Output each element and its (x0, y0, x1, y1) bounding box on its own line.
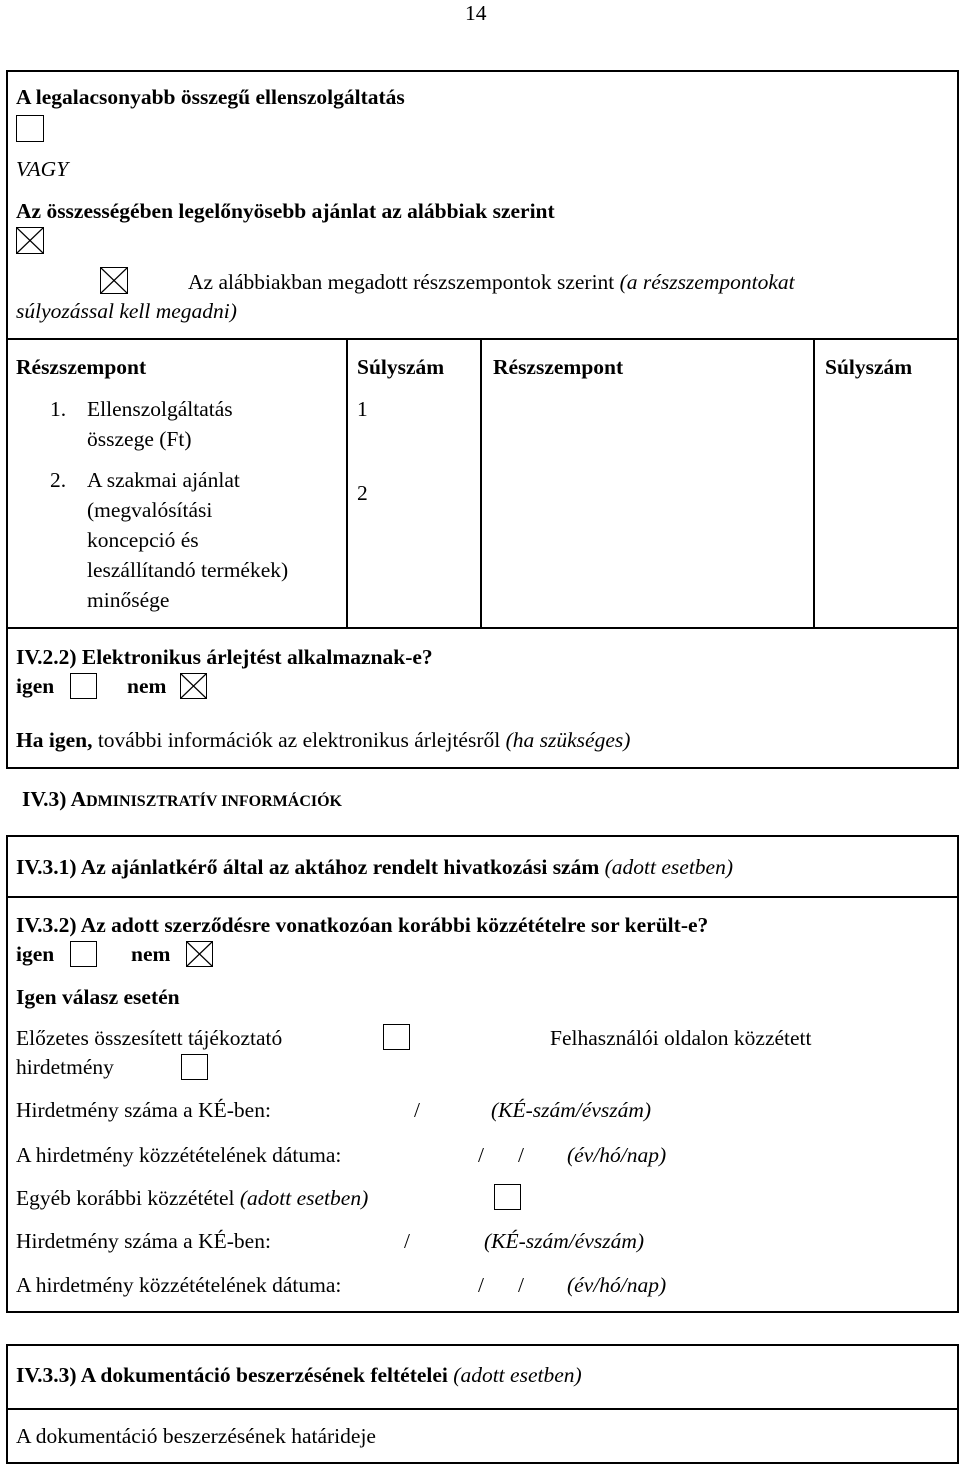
notice-number-label-2: Hirdetmény száma a KÉ-ben: (16, 1229, 271, 1253)
criterion-2-line-3: koncepció és (87, 528, 199, 552)
criterion-1-line-1: Ellenszolgáltatás (87, 397, 233, 421)
cross-mark-icon (187, 942, 212, 966)
admin-title-small: DMINISZTRATÍV INFORMÁCIÓK (86, 793, 342, 810)
documentation-title (16, 1365, 582, 1387)
prior-yes-checkbox[interactable] (70, 941, 97, 967)
prior-notice-label-b: hirdetmény (16, 1055, 114, 1079)
if-yes-label: Igen válasz esetén (16, 985, 180, 1009)
publication-date-label-2: A hirdetmény közzétételének dátuma: (16, 1273, 342, 1297)
documentation-title-italic: (adott esetben) (453, 1363, 582, 1387)
documentation-title-text: IV.3.3) A dokumentáció beszerzésének feltételei (16, 1363, 448, 1387)
buyer-profile-checkbox[interactable] (181, 1054, 208, 1080)
auction-info-bold: Ha igen, (16, 728, 93, 752)
subcriteria-note-a: (a részszempontokat (619, 270, 795, 294)
publication-date-format-1: (év/hó/nap) (567, 1143, 667, 1167)
subcriteria-checkbox[interactable] (100, 267, 128, 294)
criterion-2-weight: 2 (357, 481, 368, 505)
publication-date-separator-1b: / (518, 1143, 524, 1167)
reference-number-title (16, 857, 733, 879)
or-label: VAGY (16, 157, 69, 181)
cross-mark-icon (101, 268, 127, 293)
notice-number-label-1: Hirdetmény száma a KÉ-ben: (16, 1098, 271, 1122)
prior-notice-checkbox-a[interactable] (383, 1024, 410, 1050)
notice-number-format-2: (KÉ-szám/évszám) (484, 1229, 645, 1253)
header-weight-1: Súlyszám (357, 355, 445, 379)
criterion-2-line-4: leszállítandó termékek) (87, 558, 289, 582)
criteria-table-bottom-border (6, 627, 959, 629)
lowest-price-checkbox[interactable] (16, 115, 44, 142)
notice-number-separator-2: / (404, 1229, 410, 1253)
criterion-2-number: 2. (50, 468, 67, 492)
publication-date-separator-1a: / (478, 1143, 484, 1167)
buyer-profile-label: Felhasználói oldalon közzétett (550, 1026, 812, 1050)
criteria-table-divider-2 (480, 338, 482, 628)
auction-info-italic: (ha szükséges) (505, 728, 631, 752)
criterion-2-line-5: minősége (87, 588, 170, 612)
header-subcriterion-2: Részszempont (493, 355, 624, 379)
most-advantageous-checkbox[interactable] (16, 227, 44, 254)
other-publication-italic: (adott esetben) (239, 1186, 369, 1210)
auction-title: IV.2.2) Elektronikus árlejtést alkalmaznak-e? (16, 645, 433, 669)
auction-yes-label: igen (16, 674, 55, 698)
auction-no-label: nem (127, 674, 167, 698)
auction-info (16, 730, 630, 752)
criterion-2-line-1: A szakmai ajánlat (87, 468, 240, 492)
prior-publication-title: IV.3.2) Az adott szerződésre vonatkozóan korábbi közzétételre sor került-e? (16, 913, 709, 937)
documentation-divider (6, 1408, 959, 1410)
reference-title-text: IV.3.1) Az ajánlatkérő által az aktához rendelt hivatkozási szám (16, 855, 600, 879)
prior-yes-label: igen (16, 942, 55, 966)
auction-no-checkbox[interactable] (180, 673, 207, 699)
other-publication-text: Egyéb korábbi közzététel (16, 1186, 235, 1210)
admin-section-title (22, 789, 342, 811)
auction-yes-checkbox[interactable] (70, 673, 97, 699)
prior-no-checkbox[interactable] (186, 941, 213, 967)
header-subcriterion-1: Részszempont (16, 355, 147, 379)
auction-info-text: további információk az elektronikus árlejtésről (97, 728, 501, 752)
publication-date-separator-2a: / (478, 1273, 484, 1297)
documentation-deadline-label: A dokumentáció beszerzésének határideje (16, 1424, 376, 1448)
other-publication-label (16, 1188, 368, 1210)
criterion-1-line-2: összege (Ft) (87, 427, 192, 451)
publication-date-separator-2b: / (518, 1273, 524, 1297)
admin-title-prefix: IV.3) A (22, 787, 87, 811)
other-publication-checkbox[interactable] (494, 1184, 521, 1210)
prior-no-label: nem (131, 942, 171, 966)
ref-divider (6, 896, 959, 898)
cross-mark-icon (17, 228, 43, 253)
criteria-table-divider-3 (813, 338, 815, 628)
criterion-2-line-2: (megvalósítási (87, 498, 213, 522)
subcriteria-note-b: súlyozással kell megadni) (16, 299, 237, 323)
subcriteria-label (188, 272, 795, 294)
criteria-table-top-border (6, 338, 959, 340)
subcriteria-text: Az alábbiakban megadott részszempontok szerint (188, 270, 615, 294)
header-weight-2: Súlyszám (825, 355, 913, 379)
reference-title-italic: (adott esetben) (604, 855, 734, 879)
criterion-1-weight: 1 (357, 397, 368, 421)
most-advantageous-option: Az összességében legelőnyösebb ajánlat az alábbiak szerint (16, 199, 555, 223)
notice-number-format-1: (KÉ-szám/évszám) (491, 1098, 652, 1122)
publication-date-label-1: A hirdetmény közzétételének dátuma: (16, 1143, 342, 1167)
notice-number-separator-1: / (414, 1098, 420, 1122)
page-number: 14 (465, 1, 487, 25)
criteria-table-divider-1 (346, 338, 348, 628)
prior-notice-label-a: Előzetes összesített tájékoztató (16, 1026, 283, 1050)
cross-mark-icon (181, 674, 206, 698)
publication-date-format-2: (év/hó/nap) (567, 1273, 667, 1297)
lowest-price-option: A legalacsonyabb összegű ellenszolgáltatás (16, 85, 405, 109)
criterion-1-number: 1. (50, 397, 67, 421)
